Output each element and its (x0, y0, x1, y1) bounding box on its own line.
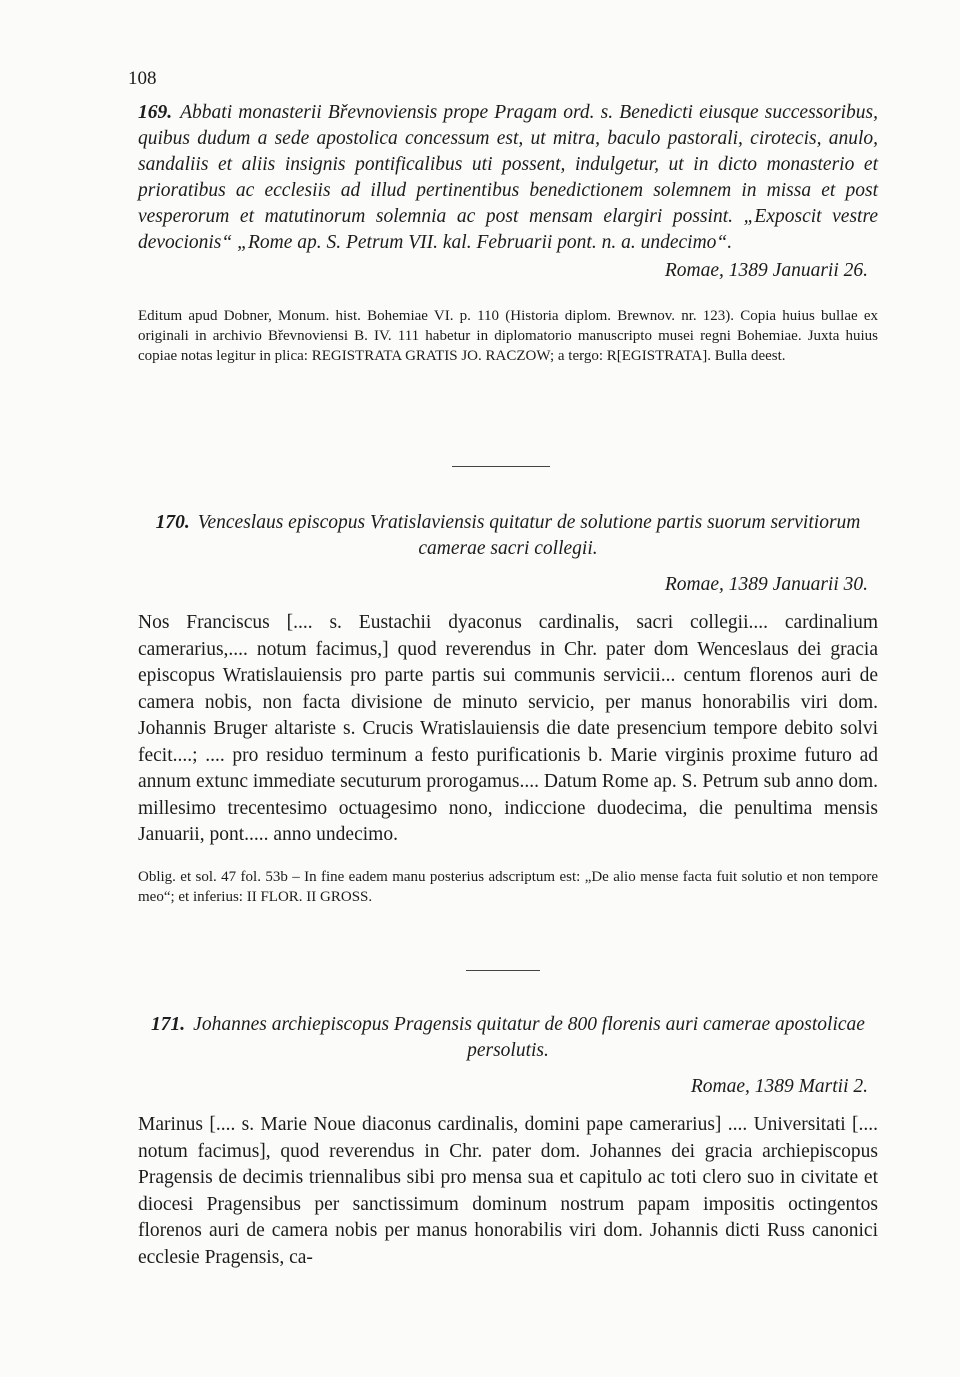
entry-number: 169. (138, 102, 173, 123)
entry-170 (138, 510, 878, 907)
entry-number: 171. (151, 1014, 186, 1035)
entry-body: Nos Franciscus [.... s. Eustachii dyaconus cardinalis, sacri collegii.... cardinalium camerarius,.... notum facimus,] quod reverendus in Chr. pater dom Wenceslaus dei gracia episcopus Wratislauiensis pro parte partis sui communis servicii... centum florenos auri de camera nobis, non facta divisione de minuto servicio, per manus honorabilis viri dom. Johannis Bruger altariste s. Crucis Wratislauiensis die date presencium tempore debito solvi fecit....; .... pro residuo terminum a festo purificationis b. Marie virginis proxime futuro ad annum extunc immediate secuturum prorogamus.... Datum Rome ap. S. Petrum sub anno dom. millesimo trecentesimo octuagesimo nono, indiccione duodecima, die penultima mensis Januarii, pont..... anno undecimo. (138, 612, 878, 845)
entry-date: Romae, 1389 Januarii 30. (664, 574, 868, 595)
entry-number: 170. (155, 512, 190, 533)
section-divider (452, 466, 550, 467)
entry-body: Marinus [.... s. Marie Noue diaconus cardinalis, domini pape camerarius] .... Universitati [.... notum facimus], quod reverendus in Chr. pater dom. Johannes dei gracia archiepiscopus Pragensis de decimis triennalibus sibi pro mensa sua et capitulo ac toti clero suo in civitate et diocesi Pragensibus per sanctissimum dominum nostrum papam impositis octingentos florenos auri de camera nobis per manus honorabilis viri dom. Johannis dicti Russ canonici ecclesie Pragensis, ca- (138, 1114, 878, 1268)
section-divider (466, 970, 540, 971)
entry-heading (138, 100, 878, 256)
entry-heading-text: Venceslaus episcopus Vratislaviensis quitatur de solutione partis suorum servitiorum camerae sacri collegii. (197, 512, 861, 559)
entry-heading-text: Johannes archiepiscopus Pragensis quitatur de 800 florenis auri camerae apostolicae persolutis. (193, 1014, 865, 1061)
entry-date: Romae, 1389 Januarii 26. (664, 260, 868, 281)
entry-heading (138, 510, 878, 562)
entry-note: Editum apud Dobner, Monum. hist. Bohemiae VI. p. 110 (Historia diplom. Brewnov. nr. 123). Copia huius bullae ex originali in archivio Břevnoviensi B. IV. 111 habetur in diplomatorio manuscripto musei regni Bohemiae. Juxta huius copiae notas legitur in plica: REGISTRATA GRATIS JO. RACZOW; a tergo: R[EGISTRATA]. Bulla deest. (138, 308, 878, 364)
entry-171 (138, 1012, 878, 1271)
entry-heading-text: Abbati monasterii Břevnoviensis prope Pragam ord. s. Benedicti eiusque successoribus, quibus dudum a sede apostolica concessum est, ut mitra, baculo pastorali, cirotecis, anulo, sandaliis et aliis insignis pontificalibus uti possent, indulgetur, ut in dicto monasterio et prioratibus ac ecclesiis ad illud pertinentibus benedictionem solemnem in missa et post vesperorum et matutinorum solemnia ac post mensam elargiri possint. „Exposcit vestre devocionis“ „Rome ap. S. Petrum VII. kal. Februarii pont. n. a. undecimo“. (138, 102, 878, 253)
page-number: 108 (128, 68, 157, 89)
entry-note: Oblig. et sol. 47 fol. 53b – In fine eadem manu posterius adscriptum est: „De alio mense facta fuit solutio et non tempore meo“; et inferius: II FLOR. II GROSS. (138, 868, 878, 905)
entry-date: Romae, 1389 Martii 2. (690, 1076, 868, 1097)
entry-169 (138, 100, 878, 366)
entry-heading (138, 1012, 878, 1064)
